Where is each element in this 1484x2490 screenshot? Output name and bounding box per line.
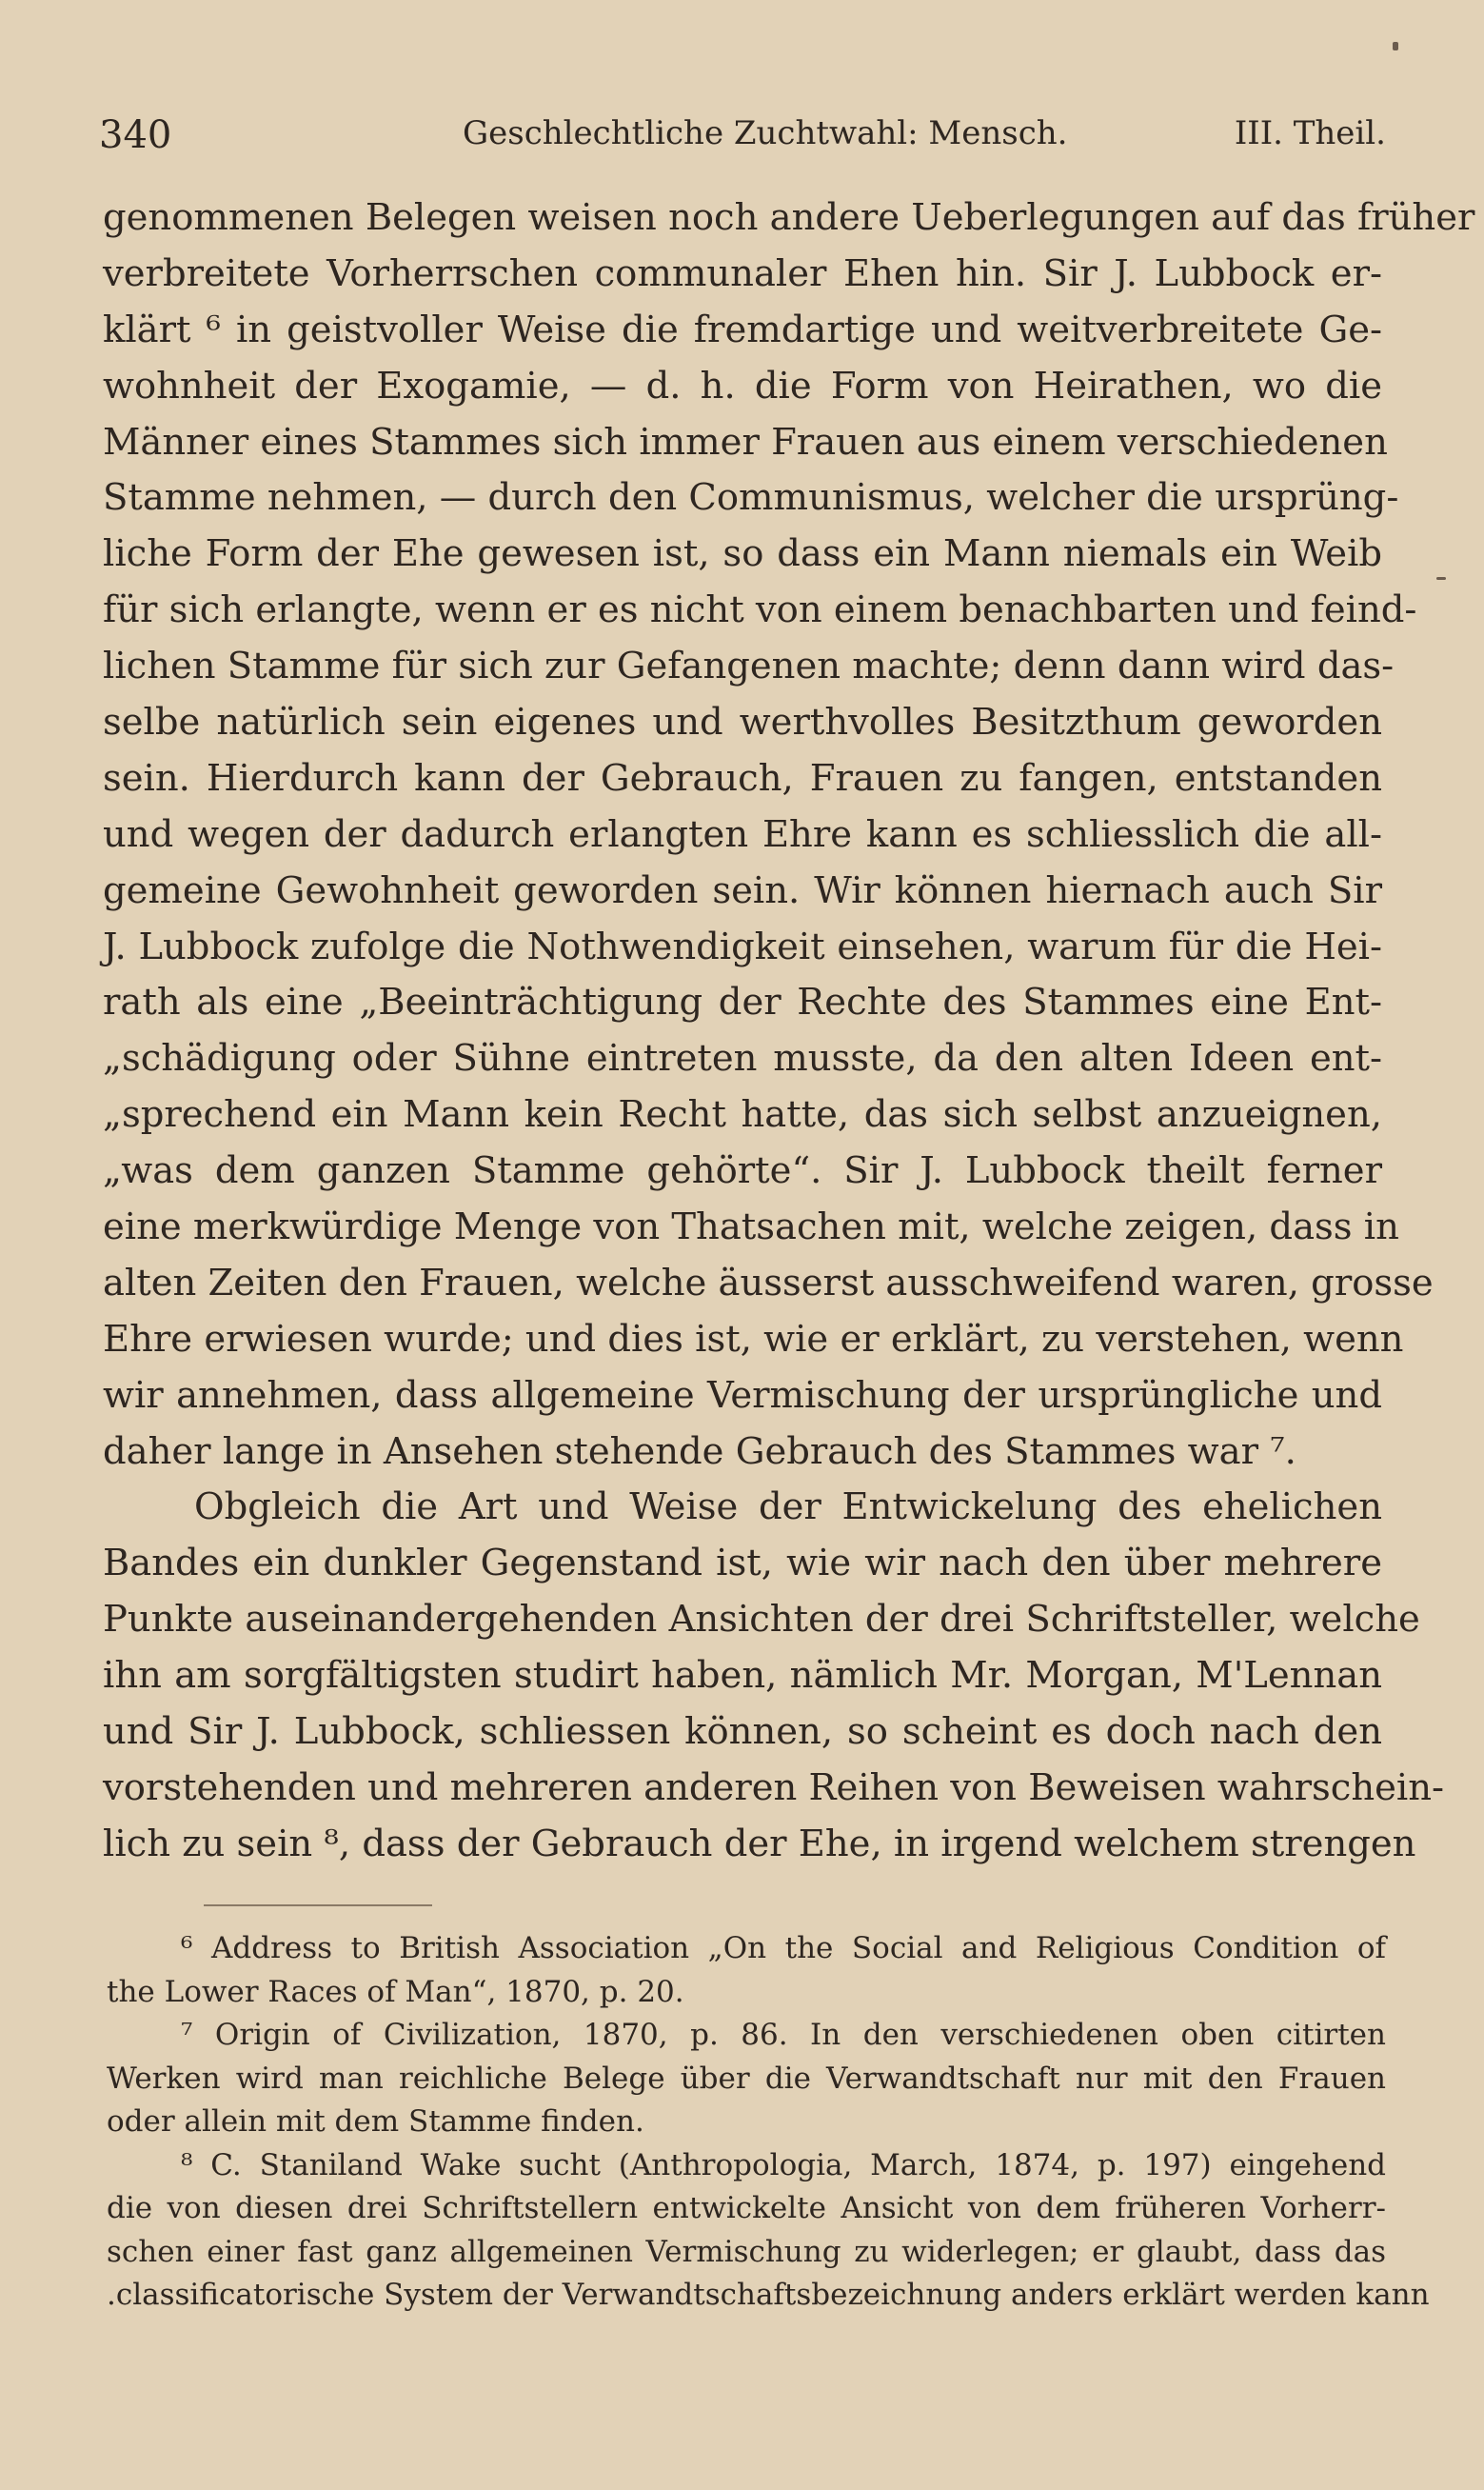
text-line: „was dem ganzen Stamme gehörte“. Sir J. Lubbock theilt ferner — [103, 1149, 1382, 1193]
text-line: und Sir J. Lubbock, schliessen können, so scheint es doch nach den — [103, 1710, 1382, 1754]
text-line: rath als eine „Beeinträchtigung der Rechte des Stammes eine Ent- — [103, 981, 1382, 1025]
text-line: verbreitete Vorherrschen communaler Ehen hin. Sir J. Lubbock er- — [103, 251, 1382, 295]
text-line: J. Lubbock zufolge die Nothwendigkeit einsehen, warum für die Hei- — [103, 925, 1382, 968]
running-header — [99, 105, 1386, 162]
footnote-line: ⁸ C. Staniland Wake sucht (Anthropologia, March, 1874, p. 197) eingehend — [181, 2147, 1386, 2182]
footnote-line: the Lower Races of Man“, 1870, p. 20. — [107, 1974, 684, 2009]
footnote-line: .classificatorische System der Verwandtschaftsbezeichnung anders erklärt werden kann — [107, 2278, 1430, 2312]
text-line: und wegen der dadurch erlangten Ehre kann es schliesslich die all- — [103, 812, 1382, 856]
paper-speck — [1393, 42, 1398, 50]
text-line: liche Form der Ehe gewesen ist, so dass ein Mann niemals ein Weib — [103, 532, 1382, 576]
running-title: Geschlechtliche Zuchtwahl: Mensch. — [463, 114, 1068, 152]
text-line: Bandes ein dunkler Gegenstand ist, wie wir nach den über mehrere — [103, 1542, 1382, 1585]
text-line: Ehre erwiesen wurde; und dies ist, wie er erklärt, zu verstehen, wenn — [103, 1317, 1404, 1361]
text-line: eine merkwürdige Menge von Thatsachen mit, welche zeigen, dass in — [103, 1205, 1399, 1249]
text-line: sein. Hierdurch kann der Gebrauch, Frauen zu fangen, entstanden — [103, 756, 1382, 800]
text-line: Punkte auseinandergehenden Ansichten der drei Schriftsteller, welche — [103, 1598, 1420, 1642]
text-line: daher lange in Ansehen stehende Gebrauch des Stammes war ⁷. — [103, 1429, 1296, 1473]
text-line: Obgleich die Art und Weise der Entwickelung des ehelichen — [194, 1485, 1382, 1529]
footnote-line: ⁷ Origin of Civilization, 1870, p. 86. In den verschiedenen oben citirten — [181, 2018, 1386, 2052]
footnote-separator — [204, 1904, 432, 1906]
text-line: wohnheit der Exogamie, — d. h. die Form von Heirathen, wo die — [103, 364, 1382, 408]
page-number: 340 — [99, 113, 172, 157]
footnotes — [107, 1927, 1430, 2318]
text-line: selbe natürlich sein eigenes und werthvolles Besitzthum geworden — [103, 701, 1382, 745]
text-line: alten Zeiten den Frauen, welche äusserst ausschweifend waren, grosse — [103, 1261, 1434, 1305]
footnote-line: oder allein mit dem Stamme finden. — [107, 2104, 644, 2139]
text-line: „sprechend ein Mann kein Recht hatte, das sich selbst anzueignen, — [103, 1093, 1382, 1137]
text-line: genommenen Belegen weisen noch andere Ueberlegungen auf das früher — [103, 196, 1475, 239]
text-line: „schädigung oder Sühne eintreten musste, da den alten Ideen ent- — [103, 1037, 1382, 1081]
text-line: vorstehenden und mehreren anderen Reihen von Beweisen wahrschein- — [103, 1765, 1445, 1809]
text-line: Männer eines Stammes sich immer Frauen aus einem verschiedenen — [103, 420, 1388, 464]
text-line: Stamme nehmen, — durch den Communismus, welcher die ursprüng- — [103, 476, 1399, 520]
part-label: III. Theil. — [1234, 114, 1386, 152]
text-line: lichen Stamme für sich zur Gefangenen machte; denn dann wird das- — [103, 645, 1395, 688]
text-line: gemeine Gewohnheit geworden sein. Wir können hiernach auch Sir — [103, 868, 1382, 912]
text-line: wir annehmen, dass allgemeine Vermischung der ursprüngliche und — [103, 1373, 1382, 1417]
text-line: für sich erlangte, wenn er es nicht von einem benachbarten und feind- — [103, 588, 1417, 632]
text-line: lich zu sein ⁸, dass der Gebrauch der Ehe, in irgend welchem strengen — [103, 1822, 1416, 1865]
footnote-line: Werken wird man reichliche Belege über die Verwandtschaft nur mit den Frauen — [107, 2061, 1386, 2096]
footnote-line: schen einer fast ganz allgemeinen Vermischung zu widerlegen; er glaubt, dass das — [107, 2234, 1386, 2269]
text-line: ihn am sorgfältigsten studirt haben, nämlich Mr. Morgan, M'Lennan — [103, 1654, 1382, 1698]
main-text — [103, 190, 1475, 1873]
footnote-line: die von diesen drei Schriftstellern entwickelte Ansicht von dem früheren Vorherr- — [107, 2191, 1386, 2225]
text-line: klärt ⁶ in geistvoller Weise die fremdartige und weitverbreitete Ge- — [103, 308, 1382, 351]
paper-speck — [1436, 577, 1446, 580]
footnote-line: ⁶ Address to British Association „On the Social and Religious Condition of — [181, 1931, 1386, 1965]
